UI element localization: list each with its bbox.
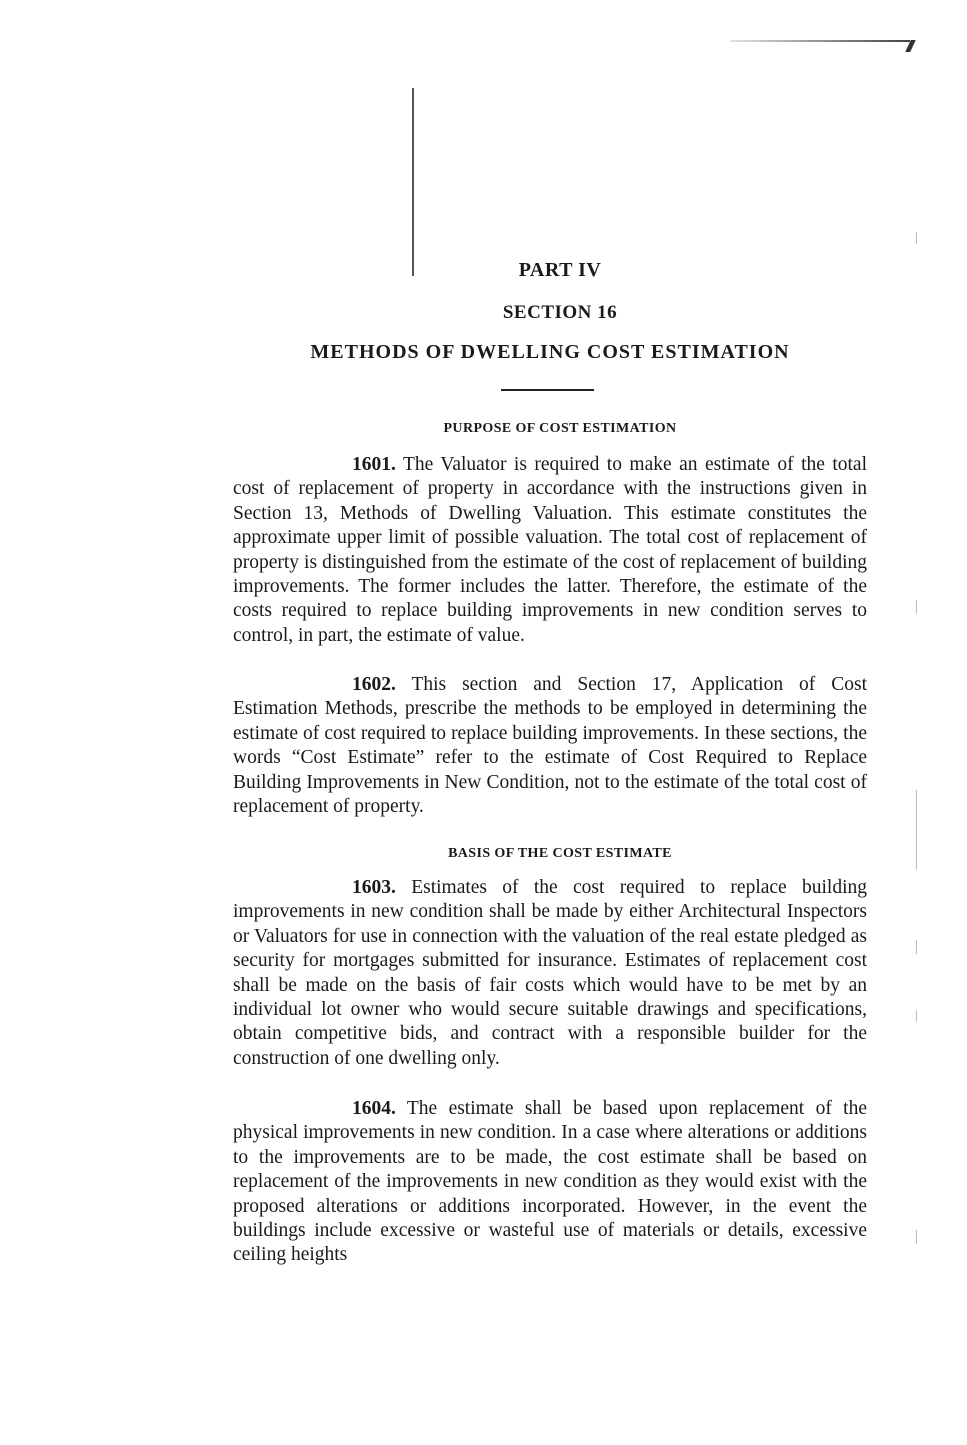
paragraph-text: The estimate shall be based upon replacement of the physical improvements in new condition. In a case where alterations or additions to the improvements are to be made, the cost estimate shall be based on replacement of the improvements in new condition as they would exist with the proposed alterations or additions incorporated. However, in the event the buildings include excessive or wasteful use of materials or details, excessive ceiling heights bbox=[233, 1098, 868, 1266]
title-divider bbox=[501, 389, 594, 391]
paragraph-number: 1603. bbox=[352, 877, 396, 898]
paragraph-number: 1601. bbox=[352, 454, 396, 475]
edge-scan-mark bbox=[916, 600, 917, 614]
scan-artifact-top-line bbox=[730, 40, 910, 42]
paragraph-text: This section and Section 17, Application of Cost Estimation Methods, prescribe the methods to be employed in determining the estimate of cost required to replace building improvements. In these sections, the words “Cost Estimate” refer to the estimate of Cost Required to Replace Building Improvements in New Condition, not to the estimate of the total cost of replacement of property. bbox=[233, 674, 867, 818]
page-title: METHODS OF DWELLING COST ESTIMATION bbox=[310, 341, 790, 363]
subheading-purpose: PURPOSE OF COST ESTIMATION bbox=[443, 421, 677, 436]
paragraph-1601 bbox=[233, 453, 867, 648]
subheading-basis: BASIS OF THE COST ESTIMATE bbox=[448, 846, 672, 861]
binding-margin-line bbox=[412, 88, 414, 276]
paragraph-number: 1602. bbox=[352, 674, 396, 695]
edge-scan-mark bbox=[916, 232, 917, 244]
section-heading: SECTION 16 bbox=[502, 302, 618, 323]
paragraph-1603 bbox=[233, 876, 867, 1071]
paragraph-number: 1604. bbox=[352, 1098, 396, 1119]
part-heading: PART IV bbox=[518, 259, 602, 281]
edge-scan-mark bbox=[916, 940, 917, 954]
paragraph-1602 bbox=[233, 673, 867, 819]
paragraph-text: The Valuator is required to make an estimate of the total cost of replacement of property in accordance with the instructions given in Section 13, Methods of Dwelling Valuation. This estimate constitutes the approximate upper limit of possible valuation. The total cost of replacement of property is distinguished from the estimate of the cost of replacement of building improvements. The former includes the latter. Therefore, the estimate of the costs required to replace building improvements in new condition serves to control, in part, the estimate of value. bbox=[233, 454, 867, 646]
edge-scan-mark bbox=[916, 1230, 917, 1244]
paragraph-text: Estimates of the cost required to replace building improvements in new condition shall be made by either Architectural Inspectors or Valuators for use in connection with the valuation of the real estate pledged as security for mortgages submitted for insurance. Estimates of replacement cost shall be made on the basis of fair costs which would have to be met by an individual lot owner who would secure suitable drawings and specifications, obtain competitive bids, and contract with a responsible builder for the construction of one dwelling only. bbox=[233, 877, 868, 1069]
edge-scan-mark bbox=[916, 790, 917, 870]
edge-scan-mark bbox=[916, 1010, 917, 1022]
paragraph-1604 bbox=[233, 1097, 867, 1268]
